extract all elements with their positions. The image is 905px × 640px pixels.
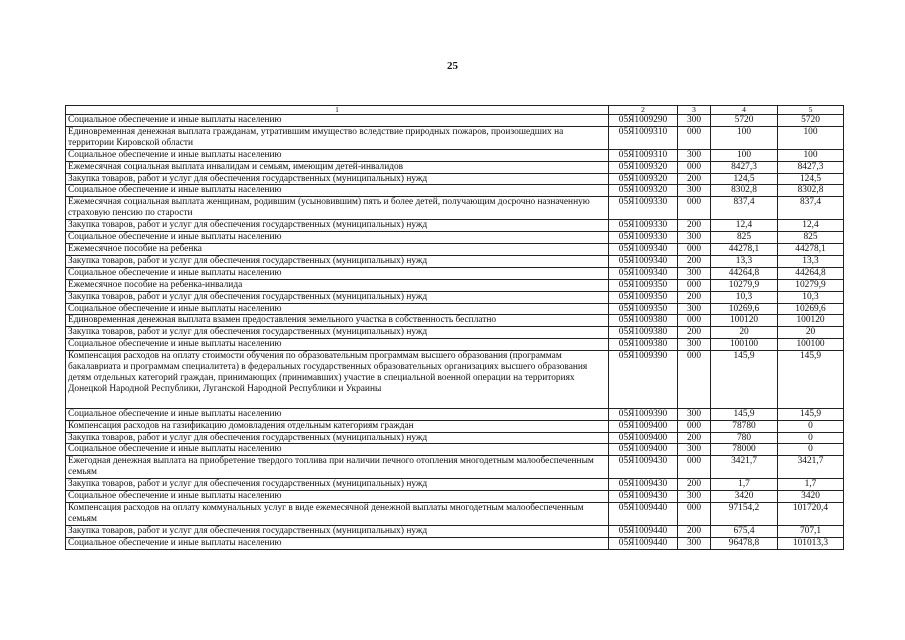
row-value-1: 10269,6 <box>711 303 778 315</box>
row-value-1: 10279,9 <box>711 279 778 291</box>
row-value-2: 44278,1 <box>778 243 844 255</box>
row-vr: 000 <box>678 243 711 255</box>
row-vr: 000 <box>678 161 711 173</box>
row-value-2: 707,1 <box>778 525 844 537</box>
row-value-2: 10269,6 <box>778 303 844 315</box>
row-name: Единовременная денежная выплата гражданам, утратившим имущество вследствие природных пожаров, произошедших на территории Кировской области <box>66 126 609 149</box>
row-vr: 000 <box>678 279 711 291</box>
row-value-1: 44264,8 <box>711 267 778 279</box>
row-name: Компенсация расходов на оплату коммунальных услуг в виде ежемесячной денежной выплаты многодетным малообеспеченным семьям <box>66 503 609 526</box>
table-row <box>66 503 844 526</box>
row-vr: 000 <box>678 456 711 479</box>
row-vr: 200 <box>678 525 711 537</box>
table-row <box>66 327 844 339</box>
row-code: 05Я1009430 <box>609 479 678 491</box>
row-code: 05Я1009440 <box>609 537 678 549</box>
header-col-3: 3 <box>678 106 711 115</box>
row-value-2: 0 <box>778 432 844 444</box>
row-name: Социальное обеспечение и иные выплаты населению <box>66 115 609 127</box>
table-row <box>66 267 844 279</box>
row-code: 05Я1009430 <box>609 456 678 479</box>
row-code: 05Я1009320 <box>609 161 678 173</box>
table-row <box>66 220 844 232</box>
row-name: Социальное обеспечение и иные выплаты населению <box>66 149 609 161</box>
row-name: Закупка товаров, работ и услуг для обеспечения государственных (муниципальных) нужд <box>66 479 609 491</box>
row-value-2: 100 <box>778 149 844 161</box>
row-name: Социальное обеспечение и иные выплаты населению <box>66 537 609 549</box>
row-value-2: 20 <box>778 327 844 339</box>
budget-table <box>65 105 844 550</box>
row-vr: 300 <box>678 339 711 351</box>
row-name: Компенсация расходов на газификацию домовладения отдельным категориям граждан <box>66 420 609 432</box>
row-vr: 000 <box>678 503 711 526</box>
row-vr: 300 <box>678 185 711 197</box>
row-code: 05Я1009400 <box>609 432 678 444</box>
row-value-2: 13,3 <box>778 255 844 267</box>
row-code: 05Я1009350 <box>609 291 678 303</box>
table-row <box>66 303 844 315</box>
row-name: Закупка товаров, работ и услуг для обеспечения государственных (муниципальных) нужд <box>66 291 609 303</box>
table-row <box>66 161 844 173</box>
row-code: 05Я1009330 <box>609 232 678 244</box>
row-value-1: 3420 <box>711 491 778 503</box>
row-code: 05Я1009310 <box>609 126 678 149</box>
table-row <box>66 315 844 327</box>
row-vr: 200 <box>678 327 711 339</box>
table-row <box>66 291 844 303</box>
table-row <box>66 115 844 127</box>
row-name: Закупка товаров, работ и услуг для обеспечения государственных (муниципальных) нужд <box>66 432 609 444</box>
header-col-4: 4 <box>711 106 778 115</box>
table-row <box>66 232 844 244</box>
row-code: 05Я1009440 <box>609 525 678 537</box>
row-value-1: 20 <box>711 327 778 339</box>
row-value-2: 100100 <box>778 339 844 351</box>
row-value-1: 97154,2 <box>711 503 778 526</box>
row-value-1: 780 <box>711 432 778 444</box>
row-code: 05Я1009390 <box>609 408 678 420</box>
row-code: 05Я1009350 <box>609 303 678 315</box>
row-vr: 300 <box>678 537 711 549</box>
row-value-1: 124,5 <box>711 173 778 185</box>
row-value-2: 0 <box>778 444 844 456</box>
row-value-2: 10279,9 <box>778 279 844 291</box>
row-vr: 000 <box>678 126 711 149</box>
row-name: Закупка товаров, работ и услуг для обеспечения государственных (муниципальных) нужд <box>66 525 609 537</box>
table-row <box>66 432 844 444</box>
row-code: 05Я1009290 <box>609 115 678 127</box>
header-col-2: 2 <box>609 106 678 115</box>
row-value-2: 825 <box>778 232 844 244</box>
row-code: 05Я1009430 <box>609 491 678 503</box>
row-code: 05Я1009350 <box>609 279 678 291</box>
row-code: 05Я1009330 <box>609 197 678 220</box>
row-vr: 200 <box>678 255 711 267</box>
row-code: 05Я1009380 <box>609 339 678 351</box>
table-row <box>66 351 844 409</box>
row-value-2: 837,4 <box>778 197 844 220</box>
row-value-1: 100 <box>711 149 778 161</box>
row-value-1: 100120 <box>711 315 778 327</box>
row-vr: 200 <box>678 479 711 491</box>
row-value-2: 8427,3 <box>778 161 844 173</box>
row-value-1: 825 <box>711 232 778 244</box>
row-value-1: 78000 <box>711 444 778 456</box>
row-vr: 300 <box>678 491 711 503</box>
table-row <box>66 525 844 537</box>
row-value-1: 3421,7 <box>711 456 778 479</box>
table-row <box>66 173 844 185</box>
row-vr: 000 <box>678 197 711 220</box>
row-value-2: 124,5 <box>778 173 844 185</box>
row-value-1: 78780 <box>711 420 778 432</box>
row-value-1: 100 <box>711 126 778 149</box>
row-name: Социальное обеспечение и иные выплаты населению <box>66 339 609 351</box>
row-vr: 200 <box>678 432 711 444</box>
row-name: Единовременная денежная выплата взамен предоставления земельного участка в собственность бесплатно <box>66 315 609 327</box>
row-name: Социальное обеспечение и иные выплаты населению <box>66 444 609 456</box>
row-code: 05Я1009330 <box>609 220 678 232</box>
row-code: 05Я1009380 <box>609 315 678 327</box>
row-name: Ежемесячное пособие на ребенка <box>66 243 609 255</box>
row-value-2: 10,3 <box>778 291 844 303</box>
row-name: Социальное обеспечение и иные выплаты населению <box>66 185 609 197</box>
row-value-1: 675,4 <box>711 525 778 537</box>
row-vr: 300 <box>678 232 711 244</box>
row-code: 05Я1009320 <box>609 173 678 185</box>
row-value-1: 10,3 <box>711 291 778 303</box>
table-row <box>66 420 844 432</box>
table-row <box>66 479 844 491</box>
row-value-1: 8427,3 <box>711 161 778 173</box>
row-code: 05Я1009340 <box>609 267 678 279</box>
table-row <box>66 185 844 197</box>
table-row <box>66 126 844 149</box>
row-value-2: 3420 <box>778 491 844 503</box>
table-row <box>66 444 844 456</box>
page-number: 25 <box>447 60 458 72</box>
table-row <box>66 491 844 503</box>
row-value-1: 145,9 <box>711 408 778 420</box>
row-value-1: 145,9 <box>711 351 778 409</box>
row-vr: 300 <box>678 303 711 315</box>
header-col-1: 1 <box>66 106 609 115</box>
table-row <box>66 339 844 351</box>
row-name: Компенсация расходов на оплату стоимости обучения по образовательным программам высшего образования (программам бакалавриата и программам специалитета) в федеральных государственных образовательных организациях высшего образования детям отдельных категорий граждан, принимающих (принимавших) участие в специальной военной операции на территориях Донецкой Народной Республики, Луганской Народной Республики и Украины <box>66 351 609 409</box>
table-row <box>66 243 844 255</box>
row-name: Социальное обеспечение и иные выплаты населению <box>66 267 609 279</box>
row-value-2: 101013,3 <box>778 537 844 549</box>
table-row <box>66 149 844 161</box>
table-header-row <box>66 106 844 115</box>
row-value-2: 44264,8 <box>778 267 844 279</box>
row-value-2: 145,9 <box>778 408 844 420</box>
row-value-1: 44278,1 <box>711 243 778 255</box>
row-value-2: 3421,7 <box>778 456 844 479</box>
row-code: 05Я1009400 <box>609 420 678 432</box>
row-code: 05Я1009380 <box>609 327 678 339</box>
row-value-2: 100120 <box>778 315 844 327</box>
row-name: Закупка товаров, работ и услуг для обеспечения государственных (муниципальных) нужд <box>66 173 609 185</box>
row-vr: 200 <box>678 291 711 303</box>
row-vr: 000 <box>678 315 711 327</box>
row-name: Ежемесячная социальная выплата женщинам, родившим (усыновившим) пять и более детей, получающим досрочно назначенную страховую пенсию по старости <box>66 197 609 220</box>
row-value-1: 13,3 <box>711 255 778 267</box>
row-value-1: 1,7 <box>711 479 778 491</box>
row-value-2: 0 <box>778 420 844 432</box>
row-name: Социальное обеспечение и иные выплаты населению <box>66 491 609 503</box>
row-name: Ежемесячное пособие на ребенка-инвалида <box>66 279 609 291</box>
row-name: Ежемесячная социальная выплата инвалидам и семьям, имеющим детей-инвалидов <box>66 161 609 173</box>
header-col-5: 5 <box>778 106 844 115</box>
row-code: 05Я1009310 <box>609 149 678 161</box>
row-vr: 000 <box>678 420 711 432</box>
row-vr: 300 <box>678 408 711 420</box>
row-vr: 300 <box>678 115 711 127</box>
row-value-2: 12,4 <box>778 220 844 232</box>
row-code: 05Я1009440 <box>609 503 678 526</box>
row-name: Закупка товаров, работ и услуг для обеспечения государственных (муниципальных) нужд <box>66 255 609 267</box>
row-value-1: 5720 <box>711 115 778 127</box>
row-value-2: 8302,8 <box>778 185 844 197</box>
row-name: Ежегодная денежная выплата на приобретение твердого топлива при наличии печного отопления многодетным малообеспеченным семьям <box>66 456 609 479</box>
row-code: 05Я1009320 <box>609 185 678 197</box>
row-vr: 300 <box>678 444 711 456</box>
row-vr: 000 <box>678 351 711 409</box>
row-code: 05Я1009400 <box>609 444 678 456</box>
row-value-2: 145,9 <box>778 351 844 409</box>
table-row <box>66 408 844 420</box>
row-value-2: 1,7 <box>778 479 844 491</box>
row-value-1: 12,4 <box>711 220 778 232</box>
row-value-1: 96478,8 <box>711 537 778 549</box>
table-row <box>66 456 844 479</box>
row-value-2: 100 <box>778 126 844 149</box>
row-name: Социальное обеспечение и иные выплаты населению <box>66 408 609 420</box>
row-vr: 200 <box>678 220 711 232</box>
row-vr: 300 <box>678 149 711 161</box>
table-row <box>66 537 844 549</box>
row-value-1: 837,4 <box>711 197 778 220</box>
table-row <box>66 279 844 291</box>
row-value-2: 101720,4 <box>778 503 844 526</box>
table-row <box>66 197 844 220</box>
row-vr: 200 <box>678 173 711 185</box>
row-vr: 300 <box>678 267 711 279</box>
row-value-2: 5720 <box>778 115 844 127</box>
row-code: 05Я1009390 <box>609 351 678 409</box>
row-code: 05Я1009340 <box>609 255 678 267</box>
row-name: Социальное обеспечение и иные выплаты населению <box>66 232 609 244</box>
row-name: Закупка товаров, работ и услуг для обеспечения государственных (муниципальных) нужд <box>66 220 609 232</box>
row-value-1: 8302,8 <box>711 185 778 197</box>
row-value-1: 100100 <box>711 339 778 351</box>
row-name: Социальное обеспечение и иные выплаты населению <box>66 303 609 315</box>
row-code: 05Я1009340 <box>609 243 678 255</box>
table-row <box>66 255 844 267</box>
row-name: Закупка товаров, работ и услуг для обеспечения государственных (муниципальных) нужд <box>66 327 609 339</box>
